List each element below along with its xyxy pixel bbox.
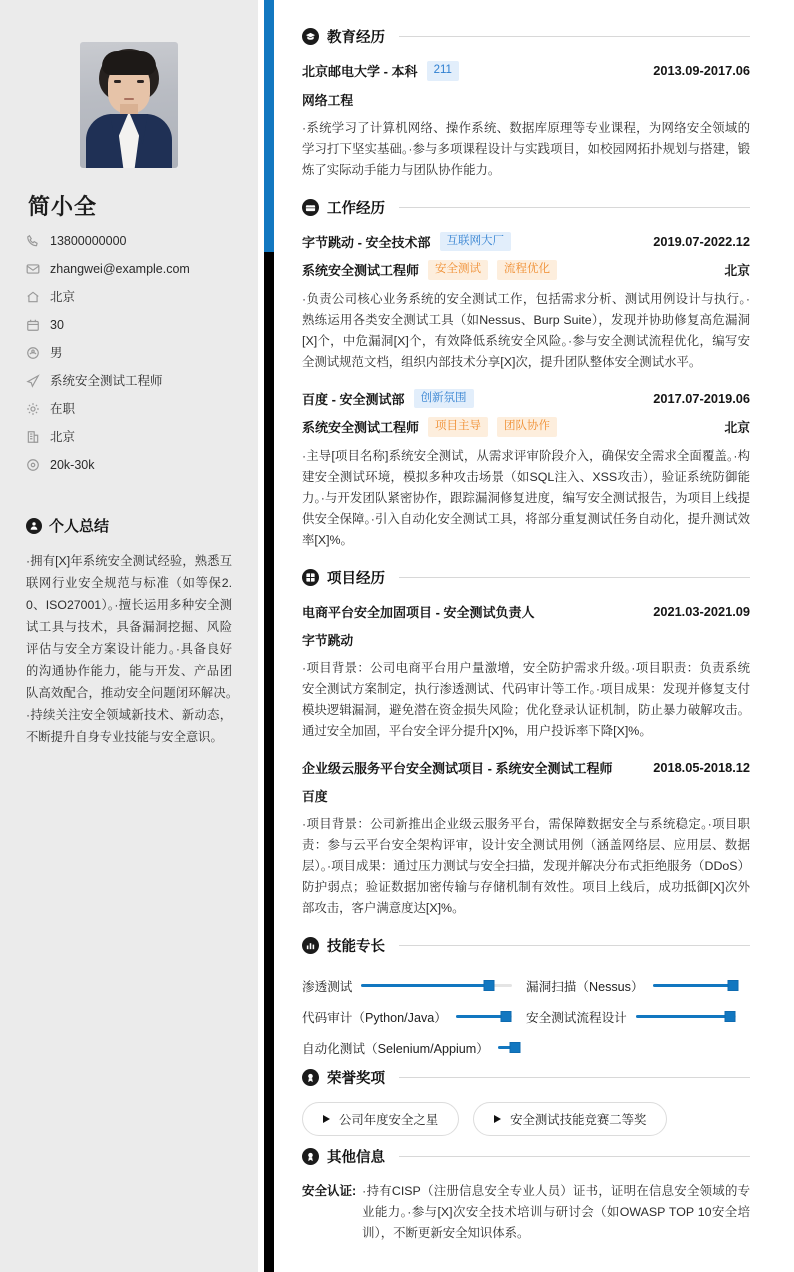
skill-label: 安全测试流程设计	[526, 1010, 627, 1025]
play-triangle-icon	[323, 1115, 330, 1123]
date-range: 2018.05-2018.12	[653, 759, 750, 775]
education-entry	[302, 61, 750, 181]
other-text: ·持有CISP（注册信息安全专业人员）证书，证明在信息安全领域的专业能力。·参与[X]次安全技术培训与研讨会（如OWASP TOP 10安全培训），不断更新安全知识体系。	[362, 1183, 750, 1240]
contact-email	[26, 255, 232, 283]
section-heading	[302, 567, 750, 588]
project-entry	[302, 602, 750, 742]
grid-icon	[302, 569, 319, 586]
section-heading	[302, 935, 750, 956]
contact-value: 20k-30k	[50, 457, 95, 472]
job-role: 系统安全测试工程师	[302, 420, 420, 436]
award-icon	[302, 1148, 319, 1165]
honor-label: 公司年度安全之星	[339, 1112, 439, 1127]
date-range: 2021.03-2021.09	[653, 603, 750, 619]
skill-label: 自动化测试（Selenium/Appium）	[302, 1041, 489, 1056]
home-icon	[26, 290, 40, 304]
divider	[399, 577, 750, 578]
company-name: 百度 - 安全测试部	[302, 391, 405, 407]
divider	[399, 36, 750, 37]
badge-tag: 互联网大厂	[440, 232, 512, 252]
section-project	[302, 567, 750, 919]
section-title: 工作经历	[327, 200, 385, 217]
portrait-photo	[80, 42, 178, 168]
contact-phone	[26, 227, 232, 255]
main-content	[258, 0, 794, 1272]
project-company: 百度	[302, 788, 328, 804]
contact-value: 北京	[50, 289, 76, 304]
skill-item	[302, 970, 526, 1001]
divider	[399, 1077, 750, 1078]
major: 网络工程	[302, 92, 354, 108]
skill-item	[526, 1001, 750, 1032]
description: ·主导[项目名称]系统安全测试，从需求评审阶段介入，确保安全需求全面覆盖。·构建安全测试环境，模拟多种攻击场景（如SQL注入、XSS攻击），验证系统防御能力。·与开发团队紧密协作，跟踪漏洞修复进度，编写安全测试报告，为项目上线提供安全保障。·引入自动化安全测试工具，将部分重复测试任务自动化，提升测试效率[X]%。	[302, 448, 750, 547]
mail-icon	[26, 262, 40, 276]
section-heading	[302, 197, 750, 218]
other-info	[302, 1181, 750, 1244]
description: ·项目背景：公司新推出企业级云服务平台，需保障数据安全与系统稳定。·项目职责：参与云平台安全架构评审，设计安全测试用例（涵盖网络层、应用层、数据层）。·项目成果：通过压力测试与安全扫描，发现并解决分布式拒绝服务（DDoS）防护弱点；验证数据加密传输与存储机制有效性。项目上线后，成功抵御[X]次外部攻击，客户满意度达[X]%。	[302, 816, 750, 915]
skill-grid	[302, 970, 750, 1063]
date-range: 2013.09-2017.06	[653, 63, 750, 79]
summary-text: ·拥有[X]年系统安全测试经验，熟悉互联网行业安全规范与标准（如等保2.0、ISO27001）。·擅长运用多种安全测试工具与技术，具备漏洞挖掘、风险评估与安全方案设计能力。·具备良好的沟通协作能力，能与开发、产品团队高效配合，推动安全问题闭环解决。·持续关注安全领域新技术、新动态，不断提升自身专业技能与安全意识。	[26, 554, 232, 744]
section-title: 教育经历	[327, 30, 385, 46]
school-name: 北京邮电大学 - 本科	[302, 64, 418, 80]
contact-city	[26, 283, 232, 311]
skill-tag: 安全测试	[428, 260, 488, 280]
project-company: 字节跳动	[302, 632, 354, 648]
section-title: 项目经历	[327, 570, 385, 587]
badge-tag: 创新氛围	[414, 389, 474, 409]
section-title: 其他信息	[327, 1149, 385, 1166]
skill-label: 渗透测试	[302, 979, 353, 994]
honor-item[interactable]	[473, 1102, 667, 1136]
date-range: 2017.07-2019.06	[653, 390, 750, 406]
project-name: 电商平台安全加固项目 - 安全测试负责人	[302, 604, 535, 620]
section-honors	[302, 1067, 750, 1136]
contact-location	[26, 423, 232, 451]
briefcase-icon	[302, 199, 319, 216]
avatar	[26, 0, 232, 168]
section-education	[302, 26, 750, 181]
contact-value: 男	[50, 345, 63, 360]
work-entry	[302, 232, 750, 373]
job-location: 北京	[724, 263, 750, 279]
description: ·系统学习了计算机网络、操作系统、数据库原理等专业课程，为网络安全领域的学习打下坚实基础。·参与多项课程设计与实践项目，如校园网拓扑规划与搭建，锻炼了实际动手能力与团队协作能力。	[302, 120, 750, 177]
skill-slider[interactable]	[361, 984, 512, 987]
section-skills	[302, 935, 750, 1063]
contact-position	[26, 367, 232, 395]
gender-icon	[26, 346, 40, 360]
job-role: 系统安全测试工程师	[302, 263, 420, 279]
section-title: 技能专长	[327, 938, 385, 955]
contact-gender	[26, 339, 232, 367]
skill-slider[interactable]	[653, 984, 736, 987]
divider	[399, 207, 750, 208]
contact-value: 北京	[50, 429, 76, 444]
page-title: 简小全	[28, 194, 98, 219]
other-label: 安全认证:	[302, 1183, 357, 1198]
calendar-icon	[26, 318, 40, 332]
date-range: 2019.07-2022.12	[653, 233, 750, 249]
section-work	[302, 197, 750, 551]
salary-icon	[26, 458, 40, 472]
skill-tag: 团队协作	[497, 417, 557, 437]
building-icon	[26, 430, 40, 444]
sidebar	[0, 0, 258, 1272]
section-title: 荣誉奖项	[327, 1070, 385, 1087]
skill-tag: 流程优化	[497, 260, 557, 280]
skill-tag: 项目主导	[428, 417, 488, 437]
company-name: 字节跳动 - 安全技术部	[302, 234, 431, 250]
contact-value: 13800000000	[50, 233, 127, 248]
divider	[399, 1156, 750, 1157]
skill-item	[526, 970, 750, 1001]
divider	[399, 945, 750, 946]
job-location: 北京	[724, 420, 750, 436]
skill-label: 代码审计（Python/Java）	[302, 1010, 447, 1025]
chart-icon	[302, 937, 319, 954]
skill-slider[interactable]	[456, 1015, 512, 1018]
status-icon	[26, 402, 40, 416]
summary-title: 个人总结	[49, 518, 110, 535]
contact-value: 30	[50, 317, 64, 332]
skill-item	[302, 1032, 526, 1063]
contact-value: 在职	[50, 401, 76, 416]
award-icon	[302, 1069, 319, 1086]
rocket-icon	[26, 374, 40, 388]
section-other	[302, 1146, 750, 1244]
badge-tag: 211	[427, 61, 459, 81]
contact-salary	[26, 451, 232, 479]
contact-status	[26, 395, 232, 423]
description: ·项目背景：公司电商平台用户量激增，安全防护需求升级。·项目职责：负责系统安全测试方案制定，执行渗透测试、代码审计等工作。·项目成果：发现并修复支付模块逻辑漏洞，避免潜在资金损失风险；优化登录认证机制，防止暴力破解攻击。通过安全加固，平台安全评分提升[X]%，用户投诉率下降[X]%。	[302, 660, 750, 738]
graduation-cap-icon	[302, 28, 319, 45]
play-triangle-icon	[494, 1115, 501, 1123]
skill-label: 漏洞扫描（Nessus）	[526, 979, 644, 994]
contact-value: zhangwei@example.com	[50, 261, 190, 276]
description: ·负责公司核心业务系统的安全测试工作，包括需求分析、测试用例设计与执行。·熟练运用各类安全测试工具（如Nessus、Burp Suite），发现并协助修复高危漏洞[X]个，中危漏洞[X]个，有效降低系统安全风险。·参与安全测试流程优化，编写安全测试规范文档，组织内部技术分享[X]次，提升团队整体安全测试水平。	[302, 291, 750, 369]
section-heading	[302, 1067, 750, 1088]
contact-value: 系统安全测试工程师	[50, 373, 163, 388]
phone-icon	[26, 234, 40, 248]
skill-item	[302, 1001, 526, 1032]
skill-slider[interactable]	[498, 1046, 520, 1049]
contact-list	[26, 227, 232, 479]
work-entry	[302, 389, 750, 551]
project-entry	[302, 758, 750, 919]
honor-list	[302, 1102, 750, 1136]
skill-slider[interactable]	[636, 1015, 736, 1018]
person-icon	[26, 518, 42, 534]
honor-label: 安全测试技能竞赛二等奖	[510, 1112, 647, 1127]
section-heading	[302, 26, 750, 47]
section-heading	[302, 1146, 750, 1167]
contact-age	[26, 311, 232, 339]
summary-heading	[26, 515, 232, 536]
project-name: 企业级云服务平台安全测试项目 - 系统安全测试工程师	[302, 760, 613, 776]
honor-item[interactable]	[302, 1102, 459, 1136]
